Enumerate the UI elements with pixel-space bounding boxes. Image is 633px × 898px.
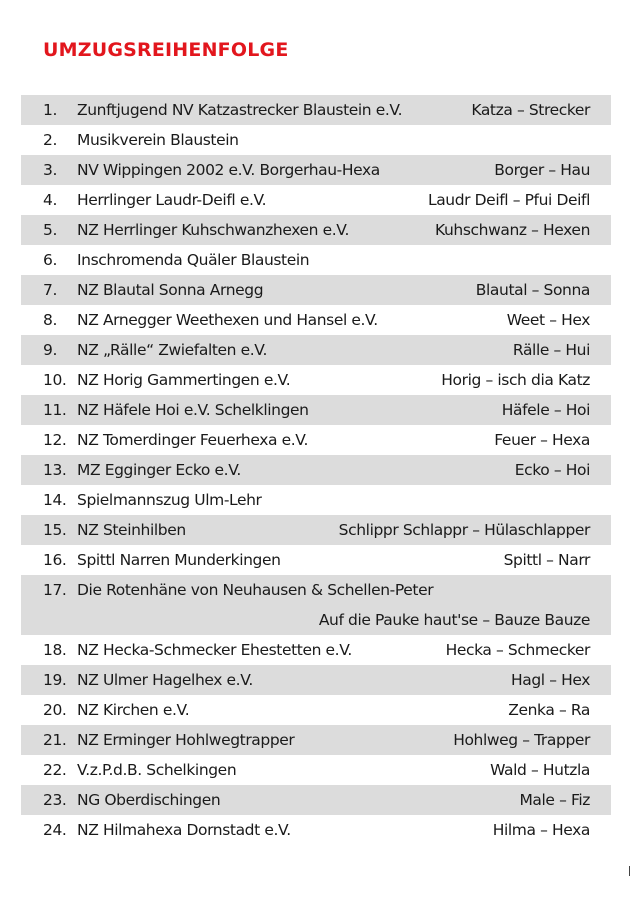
entry-name: NZ Tomerdinger Feuerhexa e.V. bbox=[77, 431, 308, 449]
entry-number: 20. bbox=[43, 701, 67, 719]
entry-motto: Rälle – Hui bbox=[512, 341, 590, 359]
entry-motto: Horig – isch dia Katz bbox=[441, 371, 590, 389]
entry-name: Zunftjugend NV Katzastrecker Blaustein e.V. bbox=[77, 101, 403, 119]
entry-motto: Weet – Hex bbox=[506, 311, 590, 329]
entry-name: NV Wippingen 2002 e.V. Borgerhau-Hexa bbox=[77, 161, 380, 179]
entry-number: 10. bbox=[43, 371, 67, 389]
entry-motto: Hohlweg – Trapper bbox=[453, 731, 590, 749]
entry-name: Die Rotenhäne von Neuhausen & Schellen-Peter bbox=[77, 581, 434, 599]
entry-number: 11. bbox=[43, 401, 67, 419]
page-title: UMZUGSREIHENFOLGE bbox=[43, 39, 289, 61]
list-item bbox=[21, 245, 611, 275]
entry-name: NG Oberdischingen bbox=[77, 791, 221, 809]
entry-number: 9. bbox=[43, 341, 57, 359]
list-item bbox=[21, 425, 611, 455]
list-item bbox=[21, 95, 611, 125]
entry-name: NZ Hilmahexa Dornstadt e.V. bbox=[77, 821, 291, 839]
entry-motto: Male – Fiz bbox=[519, 791, 590, 809]
entry-name: NZ Blautal Sonna Arnegg bbox=[77, 281, 264, 299]
entry-number: 18. bbox=[43, 641, 67, 659]
list-item bbox=[21, 275, 611, 305]
entry-name: MZ Egginger Ecko e.V. bbox=[77, 461, 241, 479]
entry-number: 22. bbox=[43, 761, 67, 779]
list-item bbox=[21, 125, 611, 155]
entry-name: NZ Häfele Hoi e.V. Schelklingen bbox=[77, 401, 309, 419]
list-item bbox=[21, 575, 611, 635]
entry-motto: Häfele – Hoi bbox=[501, 401, 590, 419]
list-item bbox=[21, 755, 611, 785]
entry-motto: Katza – Strecker bbox=[471, 101, 590, 119]
entry-motto: Blautal – Sonna bbox=[475, 281, 590, 299]
entry-number: 24. bbox=[43, 821, 67, 839]
entry-motto: Borger – Hau bbox=[494, 161, 590, 179]
entry-name: NZ Ulmer Hagelhex e.V. bbox=[77, 671, 253, 689]
list-item bbox=[21, 365, 611, 395]
entry-number: 14. bbox=[43, 491, 67, 509]
entry-number: 5. bbox=[43, 221, 57, 239]
list-item bbox=[21, 635, 611, 665]
entry-name: Spittl Narren Munderkingen bbox=[77, 551, 281, 569]
list-item bbox=[21, 335, 611, 365]
entry-motto: Zenka – Ra bbox=[508, 701, 590, 719]
entry-name: NZ Kirchen e.V. bbox=[77, 701, 190, 719]
list-item bbox=[21, 155, 611, 185]
list-item bbox=[21, 455, 611, 485]
entry-motto: Kuhschwanz – Hexen bbox=[435, 221, 590, 239]
entry-number: 21. bbox=[43, 731, 67, 749]
entry-name: NZ Steinhilben bbox=[77, 521, 186, 539]
list-item bbox=[21, 215, 611, 245]
list-item bbox=[21, 695, 611, 725]
entry-number: 17. bbox=[43, 581, 67, 599]
entry-name: Herrlinger Laudr-Deifl e.V. bbox=[77, 191, 267, 209]
entry-name: Spielmannszug Ulm-Lehr bbox=[77, 491, 262, 509]
entry-name: Musikverein Blaustein bbox=[77, 131, 239, 149]
entry-number: 1. bbox=[43, 101, 57, 119]
list-item bbox=[21, 185, 611, 215]
entry-number: 15. bbox=[43, 521, 67, 539]
entry-motto: Spittl – Narr bbox=[503, 551, 590, 569]
entry-motto: Laudr Deifl – Pfui Deifl bbox=[427, 191, 590, 209]
entry-number: 4. bbox=[43, 191, 57, 209]
entry-number: 12. bbox=[43, 431, 67, 449]
margin-mark bbox=[629, 866, 630, 876]
entry-motto: Hagl – Hex bbox=[511, 671, 590, 689]
entry-name: V.z.P.d.B. Schelkingen bbox=[77, 761, 237, 779]
entry-name: NZ Herrlinger Kuhschwanzhexen e.V. bbox=[77, 221, 349, 239]
entry-number: 19. bbox=[43, 671, 67, 689]
entry-motto: Feuer – Hexa bbox=[494, 431, 590, 449]
entry-motto: Auf die Pauke haut'se – Bauze Bauze bbox=[318, 611, 590, 629]
entry-number: 7. bbox=[43, 281, 57, 299]
entry-name: NZ Horig Gammertingen e.V. bbox=[77, 371, 291, 389]
entry-number: 2. bbox=[43, 131, 57, 149]
entry-number: 13. bbox=[43, 461, 67, 479]
entry-motto: Schlippr Schlappr – Hülaschlapper bbox=[338, 521, 590, 539]
entry-name: NZ Arnegger Weethexen und Hansel e.V. bbox=[77, 311, 378, 329]
entry-motto: Hecka – Schmecker bbox=[445, 641, 590, 659]
list-item bbox=[21, 395, 611, 425]
entry-name: NZ „Rälle“ Zwiefalten e.V. bbox=[77, 341, 268, 359]
entry-number: 3. bbox=[43, 161, 57, 179]
entry-number: 8. bbox=[43, 311, 57, 329]
entry-name: Inschromenda Quäler Blaustein bbox=[77, 251, 310, 269]
list-item bbox=[21, 785, 611, 815]
list-item bbox=[21, 305, 611, 335]
entry-number: 6. bbox=[43, 251, 57, 269]
list-item bbox=[21, 515, 611, 545]
entry-name: NZ Hecka-Schmecker Ehestetten e.V. bbox=[77, 641, 352, 659]
list-item bbox=[21, 545, 611, 575]
entry-motto: Hilma – Hexa bbox=[492, 821, 590, 839]
entry-name: NZ Erminger Hohlwegtrapper bbox=[77, 731, 295, 749]
list-item bbox=[21, 815, 611, 845]
entry-number: 23. bbox=[43, 791, 67, 809]
list-item bbox=[21, 725, 611, 755]
entry-number: 16. bbox=[43, 551, 67, 569]
list-item bbox=[21, 665, 611, 695]
parade-order-list bbox=[21, 95, 611, 845]
entry-motto: Ecko – Hoi bbox=[514, 461, 590, 479]
entry-motto: Wald – Hutzla bbox=[490, 761, 590, 779]
list-item bbox=[21, 485, 611, 515]
